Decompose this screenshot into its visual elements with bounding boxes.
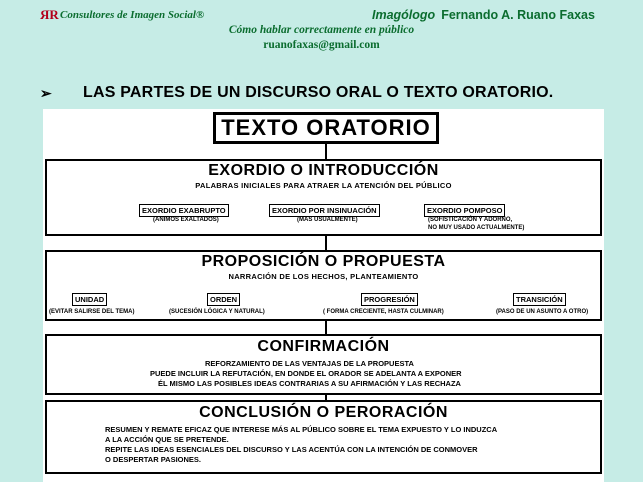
section-confirmacion-title: CONFIRMACIÓN	[257, 338, 390, 355]
exordio-type-note: (SOFISTICACIÓN Y ADORNO,	[428, 217, 513, 223]
connector-line	[325, 144, 327, 159]
exordio-type-note: NO MUY USADO ACTUALMENTE)	[428, 225, 525, 231]
proposicion-type-note: ( FORMA CRECIENTE, HASTA CULMINAR)	[323, 309, 444, 315]
exordio-type-label: EXORDIO POR INSINUACIÓN	[269, 204, 380, 217]
section-proposicion-title: PROPOSICIÓN O PROPUESTA	[201, 253, 446, 270]
exordio-type-note: (MAS USUALMENTE)	[297, 217, 358, 223]
section-exordio	[45, 159, 602, 236]
conclusion-line: A LA ACCIÓN QUE SE PRETENDE.	[105, 435, 229, 444]
proposicion-type-note: (PASO DE UN ASUNTO A OTRO)	[496, 309, 589, 315]
proposicion-type-note: (EVITAR SALIRSE DEL TEMA)	[49, 309, 135, 315]
confirmacion-line: REFORZAMIENTO DE LAS VENTAJAS DE LA PROPUESTA	[205, 359, 414, 368]
diagram-title: TEXTO ORATORIO	[221, 115, 431, 140]
conclusion-line: RESUMEN Y REMATE EFICAZ QUE INTERESE MÁS AL PÚBLICO SOBRE EL TEMA EXPUESTO Y LO INDUZCA	[105, 425, 498, 434]
author-title: Imagólogo	[372, 8, 436, 22]
bullet-arrow-icon: ➢	[40, 85, 52, 101]
section-conclusion	[45, 400, 602, 474]
proposicion-type-note: (SUCESIÓN LÓGICA Y NATURAL)	[169, 309, 265, 315]
section-proposicion	[45, 250, 602, 321]
diagram-title-box	[213, 112, 439, 144]
exordio-type-label: EXORDIO POMPOSO	[424, 204, 505, 217]
conclusion-line: REPITE LAS IDEAS ESENCIALES DEL DISCURSO Y LAS ACENTÚA CON LA INTENCIÓN DE CONMOVER	[105, 445, 478, 454]
conclusion-line: O DESPERTAR PASIONES.	[105, 455, 201, 464]
proposicion-type-label: UNIDAD	[72, 293, 107, 306]
proposicion-type-label: ORDEN	[207, 293, 240, 306]
logo: ЯR	[40, 7, 59, 22]
section-exordio-desc: PALABRAS INICIALES PARA ATRAER LA ATENCIÓN DEL PÚBLICO	[195, 181, 452, 190]
confirmacion-line: PUEDE INCLUIR LA REFUTACIÓN, EN DONDE EL ORADOR SE ADELANTA A EXPONER	[150, 369, 462, 378]
brand-name: Consultores de Imagen Social®	[60, 9, 205, 21]
section-proposicion-desc: NARRACIÓN DE LOS HECHOS, PLANTEAMIENTO	[228, 272, 419, 281]
connector-line	[325, 236, 327, 250]
section-exordio-title: EXORDIO O INTRODUCCIÓN	[208, 162, 439, 179]
section-confirmacion	[45, 334, 602, 395]
slide-heading: LAS PARTES DE UN DISCURSO ORAL O TEXTO ORATORIO.	[83, 84, 554, 101]
diagram	[43, 109, 604, 482]
connector-line	[325, 321, 327, 334]
email: ruanofaxas@gmail.com	[263, 39, 380, 51]
subtitle: Cómo hablar correctamente en público	[228, 24, 415, 36]
section-conclusion-title: CONCLUSIÓN O PERORACIÓN	[199, 404, 448, 421]
confirmacion-line: ÉL MISMO LAS POSIBLES IDEAS CONTRARIAS A SU AFIRMACIÓN Y LAS RECHAZA	[158, 379, 461, 388]
proposicion-type-label: PROGRESIÓN	[361, 293, 418, 306]
exordio-type-note: (ANIMOS EXALTADOS)	[153, 217, 219, 223]
author-name: Fernando A. Ruano Faxas	[441, 8, 595, 22]
author	[372, 8, 595, 22]
proposicion-type-label: TRANSICIÓN	[513, 293, 566, 306]
exordio-type-label: EXORDIO EXABRUPTO	[139, 204, 229, 217]
